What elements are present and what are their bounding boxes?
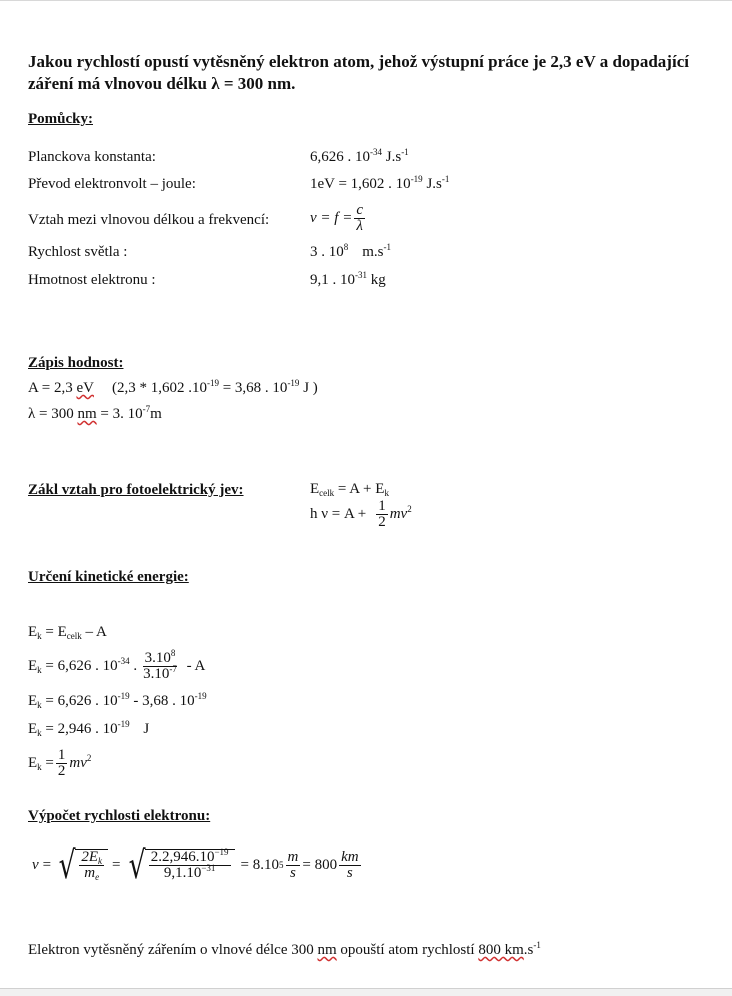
kms-numerator: km (341, 848, 359, 865)
kinetic-line-4 (28, 721, 149, 738)
conclusion (28, 942, 541, 959)
light-unit-exponent: -1 (383, 242, 392, 252)
k4-k: k (37, 728, 42, 738)
planck-value (310, 149, 409, 166)
eq2-denominator: 2 (378, 514, 386, 530)
k2-denominator (141, 664, 179, 682)
k3-e: E (28, 693, 38, 709)
wave-label: Vztah mezi vlnovou délkou a frekvencí: (28, 212, 270, 228)
conclusion-nm: nm (317, 942, 337, 958)
k1-rhs: = E (41, 624, 67, 640)
k5-e: E (28, 754, 38, 771)
ev-exponent: -19 (410, 174, 423, 184)
mass-label: Hmotnost elektronu : (28, 272, 156, 288)
root-numeric-body (145, 849, 235, 881)
rs-num-sub: k (98, 856, 103, 866)
planck-unit: J.s (382, 149, 402, 165)
a-calc-2: = 3,68 . 10 (218, 380, 288, 396)
k3-rhs: = 6,626 . 10 (41, 693, 118, 709)
a-lhs: A = 2,3 (28, 380, 77, 396)
kinetic-line-2 (28, 648, 206, 682)
root-symbolic-body (75, 849, 108, 881)
k5-denominator: 2 (57, 763, 66, 779)
conclusion-part-2: opouští atom rychlostí (336, 942, 479, 958)
k2-num-exp: 8 (170, 648, 176, 658)
rs-denominator (82, 866, 101, 881)
lam-rhs: = 3. 10 (96, 406, 143, 422)
eq1-ek: E (375, 481, 385, 497)
speed-result-2: = 800 (302, 856, 338, 873)
k3-exp: -19 (117, 691, 130, 701)
speed-v: v (32, 856, 39, 873)
eq1-ek-sub: k (384, 488, 389, 498)
lam-exp: -7 (142, 404, 151, 414)
conclusion-part-1: Elektron vytěsněný zářením o vlnové délce 300 (28, 942, 318, 958)
k4-rhs: = 2,946 . 10 (41, 721, 118, 737)
eq2-lhs: h ν = A + (310, 505, 367, 522)
ms-numerator: m (287, 848, 299, 865)
mass-value (310, 272, 386, 289)
kinetic-line-5 (28, 748, 91, 779)
kinetic-line-3 (28, 693, 207, 710)
work-function-line (28, 380, 318, 397)
k2-fraction (141, 648, 179, 682)
basic-heading: Zákl vztah pro fotoelektrický jev: (28, 482, 244, 498)
k4-exp: -19 (117, 719, 130, 729)
root-numeric (125, 843, 235, 887)
planck-label (28, 149, 156, 166)
k5-fraction (56, 748, 68, 779)
wavelength-line (28, 406, 162, 423)
eq2-numerator: 1 (378, 498, 386, 514)
a-calc-3: J ) (299, 380, 318, 396)
rs-num-text: 2E (81, 849, 99, 865)
sqrt-symbol-icon: √ (128, 843, 146, 887)
mass-unit: kg (367, 272, 386, 288)
k2-tail: - A (182, 657, 206, 674)
k4-unit: J (139, 721, 150, 737)
einstein-equation (310, 499, 412, 530)
speed-formula: v = √ $\frac{2E_k}{m_e}$ = √ $\frac{2.2,946.10^{-19}}{9,1.10^{-31}}$ = 8.10 5 $\frac{m}{s}$ = 800 $\frac{km}{s}$ (32, 843, 359, 887)
planck-label-text: Planckova konstanta: (28, 149, 156, 165)
light-label: Rychlost světla : (28, 244, 128, 260)
ms-denominator: s (290, 864, 296, 881)
tools-heading: Pomůcky: (28, 111, 93, 127)
lam-lhs: λ = 300 (28, 406, 78, 422)
ev-label: Převod elektronvolt – joule: (28, 176, 196, 192)
eq2-fraction (376, 499, 388, 530)
eq1-e: E (310, 481, 320, 497)
k2-exp: -34 (117, 655, 130, 666)
wave-numerator: c (356, 202, 363, 218)
lam-unit: m (150, 406, 162, 422)
unit-fraction-kms (339, 850, 361, 881)
mass-exponent: -31 (355, 270, 367, 280)
k5-eq: = (41, 754, 54, 771)
sqrt-symbol-icon: √ (58, 843, 76, 887)
wave-denominator: λ (356, 218, 363, 234)
rn-numerator (149, 847, 231, 866)
k1-k: k (37, 631, 42, 641)
rs-den-sub: e (95, 872, 100, 882)
wave-fraction (354, 203, 365, 234)
k2-num-text: 3.10 (144, 650, 171, 666)
planck-unit-exponent: -1 (401, 147, 409, 157)
k4-e: E (28, 721, 38, 737)
values-heading: Zápis hodnost: (28, 355, 124, 371)
mass-mantissa: 9,1 . 10 (310, 272, 355, 288)
ev-value (310, 176, 449, 193)
a-exp-2: -19 (287, 378, 300, 388)
k2-den-exp: -7 (169, 664, 177, 674)
k2-k: k (37, 664, 42, 675)
k3-exp-2: -19 (194, 691, 207, 701)
unit-fraction-ms (286, 850, 301, 881)
k5-numerator: 1 (57, 747, 66, 763)
kinetic-heading: Určení kinetické energie: (28, 569, 189, 585)
rn-den-exp: −31 (201, 863, 216, 873)
root-numeric-fraction (149, 847, 231, 881)
lam-nm: nm (77, 406, 97, 422)
light-exponent: 8 (343, 242, 349, 252)
rn-num-exp: −19 (214, 847, 229, 857)
k2-dot: . (129, 657, 138, 674)
rs-numerator (79, 850, 104, 866)
rn-denominator (162, 863, 218, 881)
wave-formula (310, 203, 367, 234)
ev-unit-exponent: -1 (441, 174, 450, 184)
rs-den-text: m (84, 865, 96, 881)
light-unit: m.s (362, 244, 384, 260)
energy-equation (310, 481, 389, 498)
eq1-mid: = A + (334, 481, 376, 497)
speed-result-1: = 8.10 (240, 856, 280, 873)
a-calc-1: (2,3 * 1,602 .10 (111, 380, 207, 396)
ev-value-text: 1eV = 1,602 . 10 (310, 176, 411, 192)
planck-exponent: -34 (370, 147, 382, 157)
planck-mantissa: 6,626 . 10 (310, 149, 370, 165)
page-top-edge (0, 0, 732, 1)
k1-sub: celk (66, 631, 82, 641)
kinetic-line-1 (28, 624, 107, 641)
conclusion-speed: 800 km (478, 942, 524, 958)
a-ev: eV (76, 380, 94, 396)
wave-lhs: ν = f = (310, 209, 353, 226)
rn-den-text: 9,1.10 (163, 865, 202, 881)
k2-den-text: 3.10 (143, 666, 170, 682)
light-mantissa: 3 . 10 (310, 244, 344, 260)
conclusion-tail-exp: -1 (533, 940, 541, 950)
eq2-mv: mv (389, 505, 408, 522)
root-symbolic-fraction (79, 850, 104, 881)
light-value (310, 244, 391, 261)
k2-e: E (28, 657, 38, 674)
kms-denominator: s (346, 864, 353, 881)
a-exp-1: -19 (206, 378, 219, 388)
speed-heading: Výpočet rychlosti elektronu: (28, 808, 211, 824)
eq2-mv-exp: 2 (407, 503, 412, 514)
problem-title: Jakou rychlostí opustí vytěsněný elektron atom, jehož výstupní práce je 2,3 eV a dopadající záření má vlnovou délku λ = 300 nm. (28, 52, 689, 93)
k2-rhs: = 6,626 . 10 (41, 657, 118, 674)
k3-mid: - 3,68 . 10 (129, 693, 195, 709)
ev-unit: J.s (422, 176, 442, 192)
conclusion-tail: .s (523, 942, 534, 958)
rn-num-text: 2.2,946.10 (150, 849, 215, 865)
k5-mv: mv (69, 754, 87, 771)
root-symbolic (55, 843, 108, 887)
eq1-sub: celk (319, 488, 335, 498)
k3-k: k (37, 700, 42, 710)
speed-eq-1: = (42, 856, 52, 873)
k5-k: k (37, 761, 42, 772)
k5-mv-exp: 2 (86, 752, 92, 763)
k1-tail: – A (81, 624, 107, 640)
speed-eq-2: = (112, 856, 121, 873)
k1-e: E (28, 624, 38, 640)
